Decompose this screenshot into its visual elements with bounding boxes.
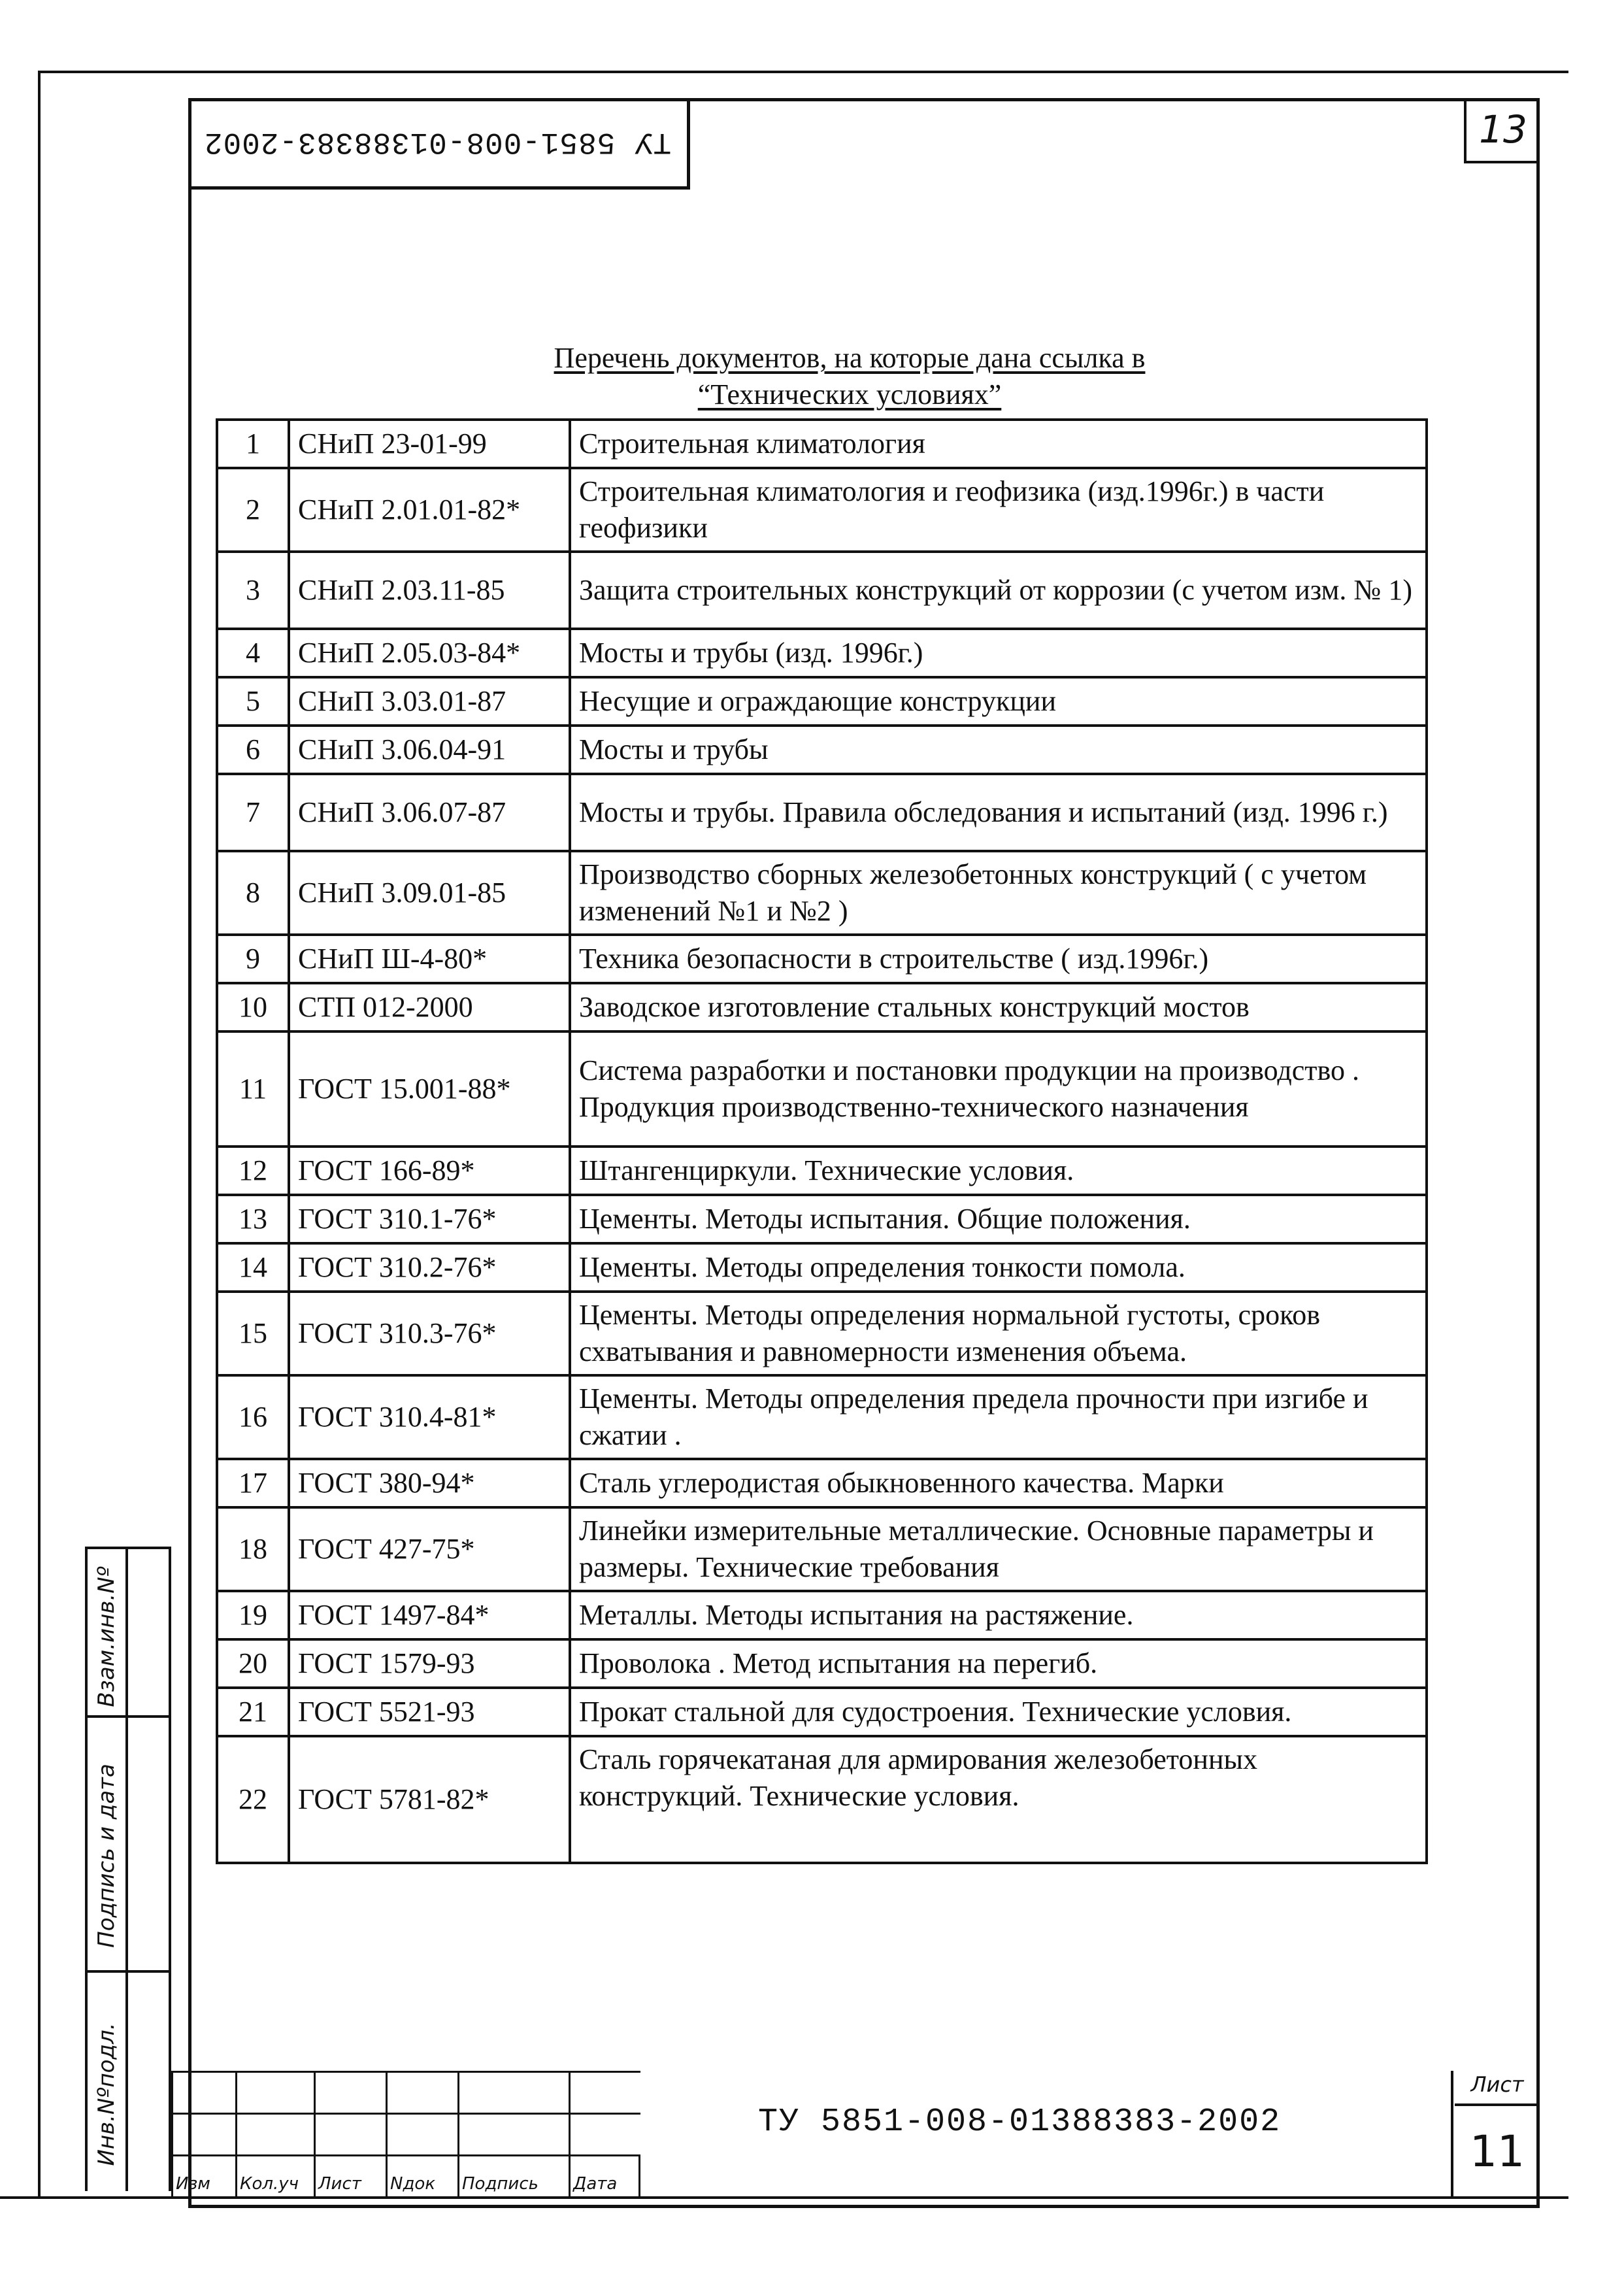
row-code: ГОСТ 427-75*	[289, 1507, 570, 1591]
stamp-cell	[386, 2154, 457, 2196]
table-row	[217, 1147, 1427, 1195]
table-row	[217, 1375, 1427, 1459]
row-code: СТП 012-2000	[289, 983, 570, 1031]
stamp-cell	[386, 2113, 457, 2154]
row-number: 1	[217, 420, 289, 468]
table-row	[217, 851, 1427, 935]
row-code: СНиП 23-01-99	[289, 420, 570, 468]
table-row	[217, 420, 1427, 468]
label-vzam-inv: Взам.инв.Nº	[93, 1566, 120, 1707]
table-row	[217, 1736, 1427, 1863]
row-code: СНиП 3.03.01-87	[289, 677, 570, 726]
row-number: 10	[217, 983, 289, 1031]
row-number: 2	[217, 468, 289, 552]
stamp-label-list: Лист	[318, 2174, 361, 2194]
row-number: 17	[217, 1459, 289, 1507]
row-number: 4	[217, 629, 289, 677]
row-title: Цементы. Методы испытания. Общие положения.	[570, 1195, 1427, 1243]
row-title: Сталь углеродистая обыкновенного качества. Марки	[570, 1459, 1427, 1507]
row-code: СНиП Ш-4-80*	[289, 935, 570, 983]
row-title: Металлы. Методы испытания на растяжение.	[570, 1591, 1427, 1639]
table-row	[217, 629, 1427, 677]
row-number: 6	[217, 726, 289, 774]
row-code: ГОСТ 5521-93	[289, 1688, 570, 1736]
stamp-cell	[314, 2071, 386, 2113]
side-stamp-strip	[85, 1547, 171, 2191]
stamp-cell	[457, 2113, 569, 2154]
row-code: ГОСТ 310.1-76*	[289, 1195, 570, 1243]
stamp-cell	[314, 2113, 386, 2154]
row-code: ГОСТ 1497-84*	[289, 1591, 570, 1639]
row-title: Несущие и ограждающие конструкции	[570, 677, 1427, 726]
label-podpis-data: Подпись и дата	[93, 1764, 120, 1949]
table-row	[217, 1688, 1427, 1736]
row-title: Цементы. Методы определения нормальной густоты, сроков схватывания и равномерности изменения объема.	[570, 1292, 1427, 1375]
row-number: 5	[217, 677, 289, 726]
stamp-cell	[235, 2154, 314, 2196]
corner-page-number: 13	[1464, 98, 1540, 163]
stamp-cell	[235, 2113, 314, 2154]
table-row	[217, 1243, 1427, 1292]
table-row	[217, 726, 1427, 774]
stamp-label-podpis: Подпись	[462, 2174, 539, 2194]
row-title: Прокат стальной для судостроения. Технические условия.	[570, 1688, 1427, 1736]
row-title: Заводское изготовление стальных конструкций мостов	[570, 983, 1427, 1031]
table-row	[217, 1195, 1427, 1243]
stamp-label-n-dok: Nдок	[390, 2174, 436, 2194]
title-block-code: ТУ 5851-008-01388383-2002	[758, 2103, 1282, 2141]
row-code: ГОСТ 166-89*	[289, 1147, 570, 1195]
stamp-cell	[171, 2154, 235, 2196]
stamp-cell	[569, 2154, 640, 2196]
table-row	[217, 1639, 1427, 1688]
stamp-cell	[235, 2071, 314, 2113]
row-code: ГОСТ 1579-93	[289, 1639, 570, 1688]
row-title: Цементы. Методы определения предела прочности при изгибе и сжатии .	[570, 1375, 1427, 1459]
table-row	[217, 468, 1427, 552]
row-code: ГОСТ 310.3-76*	[289, 1292, 570, 1375]
table-row	[217, 1459, 1427, 1507]
sheet-number: 11	[1470, 2126, 1525, 2177]
row-code: ГОСТ 310.4-81*	[289, 1375, 570, 1459]
row-code: СНиП 2.03.11-85	[289, 552, 570, 629]
stamp-cell	[314, 2154, 386, 2196]
row-title: Мосты и трубы (изд. 1996г.)	[570, 629, 1427, 677]
row-number: 7	[217, 774, 289, 851]
row-number: 9	[217, 935, 289, 983]
sheet-label: Лист	[1455, 2072, 1540, 2106]
top-stamp-box	[188, 98, 690, 190]
stamp-cell	[171, 2113, 235, 2154]
row-title: Цементы. Методы определения тонкости помола.	[570, 1243, 1427, 1292]
row-number: 22	[217, 1736, 289, 1863]
label-inv-podl: Инв.Nºподл.	[93, 2022, 120, 2166]
stamp-cell	[457, 2071, 569, 2113]
row-number: 3	[217, 552, 289, 629]
stamp-label-izm: Изм	[176, 2174, 210, 2194]
row-number: 19	[217, 1591, 289, 1639]
row-number: 11	[217, 1031, 289, 1147]
stamp-label-data: Дата	[573, 2174, 618, 2194]
row-title: Сталь горячекатаная для армирования железобетонных конструкций. Технические условия.	[570, 1736, 1427, 1863]
row-title: Техника безопасности в строительстве ( изд.1996г.)	[570, 935, 1427, 983]
title-line-1: Перечень документов, на которые дана ссылка в	[554, 342, 1146, 374]
side-column-inv-podl	[85, 1547, 128, 2191]
references-table	[216, 418, 1428, 1864]
row-code: ГОСТ 5781-82*	[289, 1736, 570, 1863]
stamp-cell	[569, 2071, 640, 2113]
stamp-cell	[386, 2071, 457, 2113]
stamp-cell	[569, 2113, 640, 2154]
row-title: Проволока . Метод испытания на перегиб.	[570, 1639, 1427, 1688]
table-row	[217, 1031, 1427, 1147]
stamp-cell	[457, 2154, 569, 2196]
row-number: 20	[217, 1639, 289, 1688]
row-title: Мосты и трубы. Правила обследования и испытаний (изд. 1996 г.)	[570, 774, 1427, 851]
row-number: 8	[217, 851, 289, 935]
row-code: СНиП 2.05.03-84*	[289, 629, 570, 677]
row-code: ГОСТ 310.2-76*	[289, 1243, 570, 1292]
row-number: 12	[217, 1147, 289, 1195]
row-code: СНиП 3.09.01-85	[289, 851, 570, 935]
table-row	[217, 983, 1427, 1031]
table-row	[217, 677, 1427, 726]
side-divider	[85, 1715, 171, 1718]
document-title	[392, 340, 1307, 413]
row-number: 13	[217, 1195, 289, 1243]
row-title: Штангенциркули. Технические условия.	[570, 1147, 1427, 1195]
stamp-label-kol-uch: Кол.уч	[240, 2174, 299, 2194]
row-code: СНиП 2.01.01-82*	[289, 468, 570, 552]
side-divider	[85, 1547, 171, 1549]
row-number: 18	[217, 1507, 289, 1591]
row-code: СНиП 3.06.04-91	[289, 726, 570, 774]
row-title: Строительная климатология	[570, 420, 1427, 468]
side-divider	[85, 1970, 171, 1973]
row-number: 16	[217, 1375, 289, 1459]
title-line-2: “Технических условиях”	[697, 378, 1002, 410]
table-row	[217, 1591, 1427, 1639]
row-title: Производство сборных железобетонных конструкций ( с учетом изменений №1 и №2 )	[570, 851, 1427, 935]
table-row	[217, 774, 1427, 851]
side-column-values	[128, 1547, 171, 2191]
title-block-grid	[171, 2071, 640, 2196]
row-title: Система разработки и постановки продукции на производство . Продукция производственно-технического назначения	[570, 1031, 1427, 1147]
table-row	[217, 935, 1427, 983]
row-title: Линейки измерительные металлические. Основные параметры и размеры. Технические требования	[570, 1507, 1427, 1591]
row-code: ГОСТ 15.001-88*	[289, 1031, 570, 1147]
row-title: Строительная климатология и геофизика (изд.1996г.) в части геофизики	[570, 468, 1427, 552]
table-row	[217, 1292, 1427, 1375]
table-row	[217, 1507, 1427, 1591]
row-title: Мосты и трубы	[570, 726, 1427, 774]
row-code: СНиП 3.06.07-87	[289, 774, 570, 851]
row-number: 15	[217, 1292, 289, 1375]
stamp-cell	[171, 2071, 235, 2113]
top-stamp-text: ТУ 5851-008-01388383-2002	[203, 125, 672, 159]
row-number: 14	[217, 1243, 289, 1292]
row-code: ГОСТ 380-94*	[289, 1459, 570, 1507]
table-row	[217, 552, 1427, 629]
row-number: 21	[217, 1688, 289, 1736]
row-title: Защита строительных конструкций от коррозии (с учетом изм. № 1)	[570, 552, 1427, 629]
